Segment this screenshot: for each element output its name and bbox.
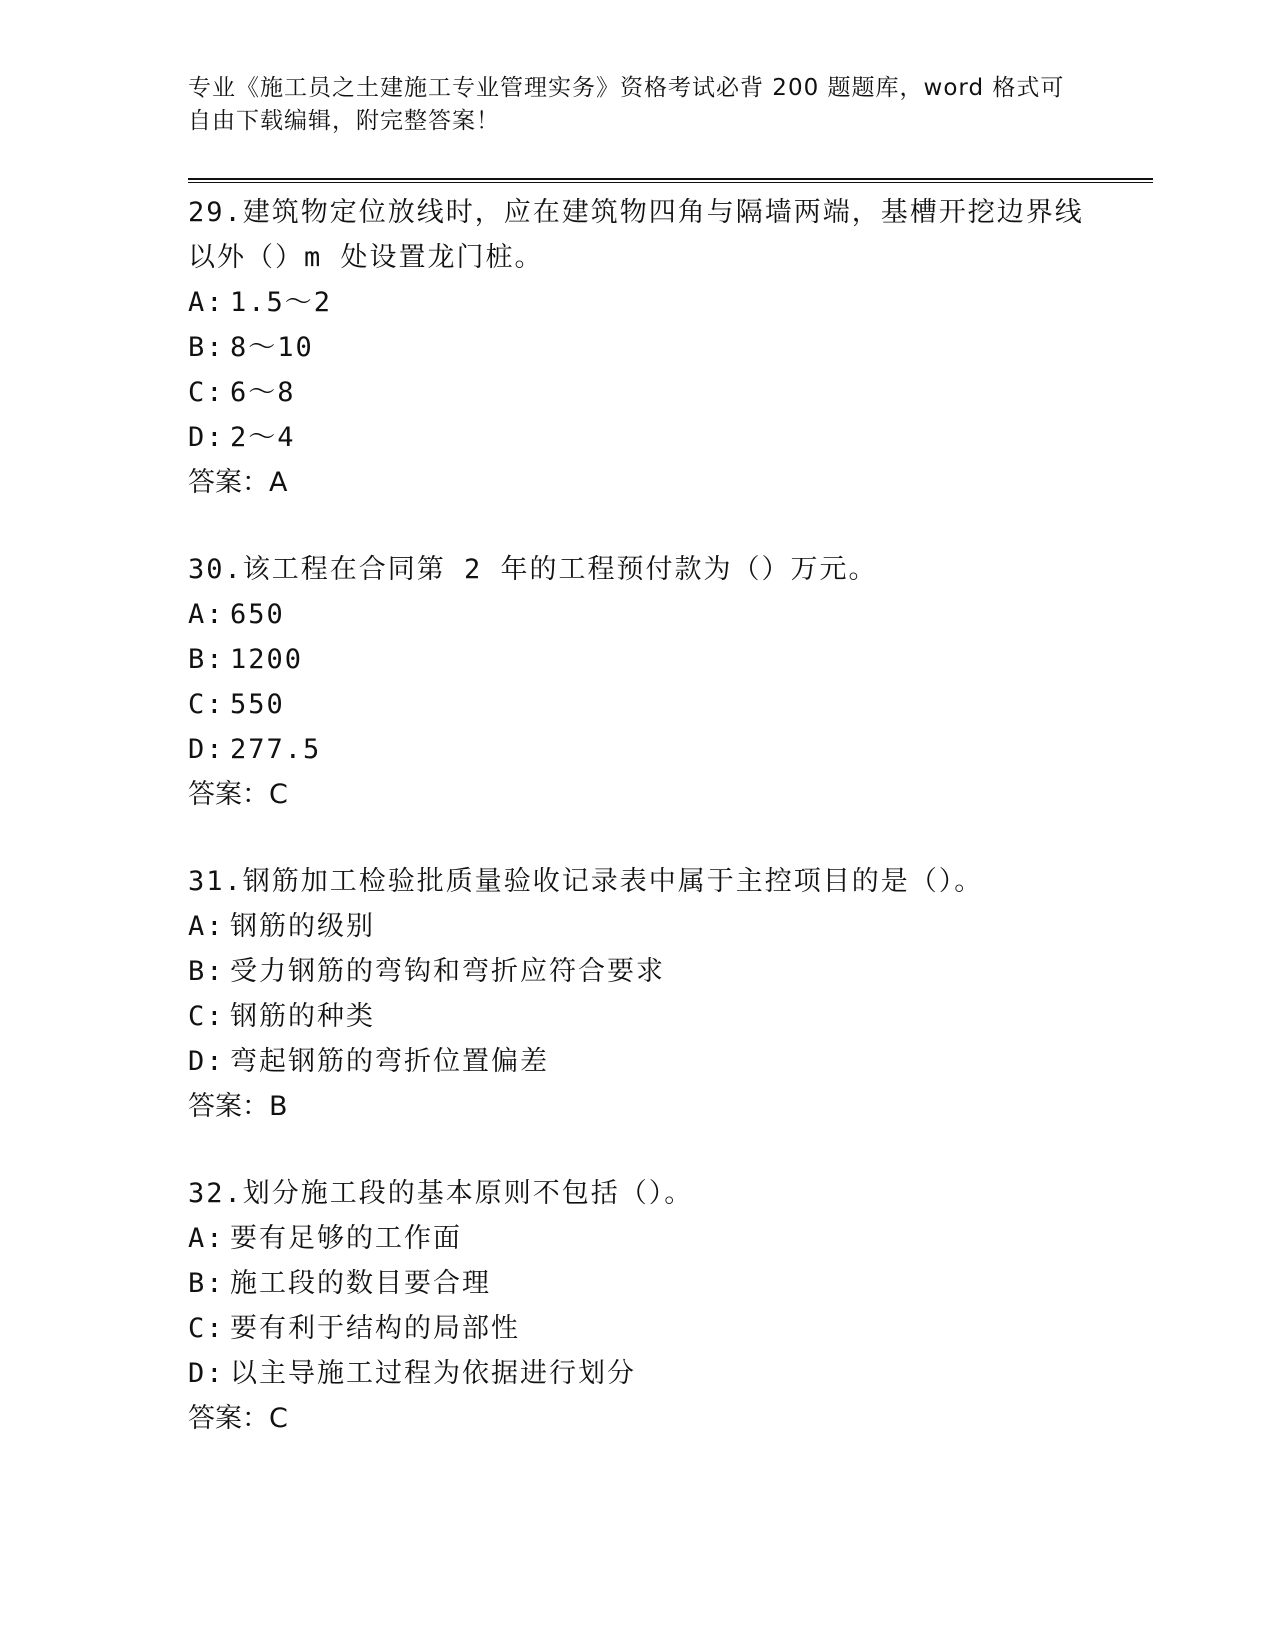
option-a	[188, 904, 1108, 949]
option-letter: C:	[188, 377, 225, 408]
answer-line	[188, 460, 1108, 505]
option-letter: A:	[188, 1223, 225, 1254]
answer-label: 答案：	[188, 1403, 269, 1434]
option-b	[188, 949, 1108, 994]
option-text: 1200	[230, 644, 304, 675]
question-stem-continued: 以外（）m 处设置龙门桩。	[188, 242, 544, 273]
option-letter: D:	[188, 1358, 225, 1389]
option-letter: D:	[188, 734, 225, 765]
header-line-2: 自由下载编辑，附完整答案！	[188, 108, 500, 134]
option-letter: B:	[188, 956, 225, 987]
option-d	[188, 727, 1108, 772]
option-text: 2～4	[230, 422, 296, 453]
option-letter: B:	[188, 332, 225, 363]
question-30	[188, 547, 1108, 817]
option-text: 要有足够的工作面	[230, 1223, 462, 1254]
option-letter: B:	[188, 644, 225, 675]
option-text: 1.5～2	[230, 287, 333, 318]
option-text: 650	[230, 599, 285, 630]
option-letter: A:	[188, 599, 225, 630]
option-b	[188, 1261, 1108, 1306]
option-text: 以主导施工过程为依据进行划分	[230, 1358, 636, 1389]
question-32	[188, 1171, 1108, 1441]
answer-value: A	[269, 467, 288, 498]
option-c	[188, 682, 1108, 727]
question-stem: 30.该工程在合同第 2 年的工程预付款为（）万元。	[188, 554, 878, 585]
option-a	[188, 1216, 1108, 1261]
answer-line	[188, 772, 1108, 817]
header-divider	[188, 178, 1153, 183]
option-text: 钢筋的种类	[230, 1001, 375, 1032]
question-stem: 29.建筑物定位放线时，应在建筑物四角与隔墙两端，基槽开挖边界线	[188, 197, 1084, 228]
option-text: 施工段的数目要合理	[230, 1268, 491, 1299]
question-stem: 31.钢筋加工检验批质量验收记录表中属于主控项目的是（）。	[188, 866, 984, 897]
option-c	[188, 994, 1108, 1039]
answer-value: B	[269, 1091, 288, 1122]
answer-line	[188, 1084, 1108, 1129]
answer-value: C	[269, 779, 288, 810]
answer-label: 答案：	[188, 467, 269, 498]
option-text: 受力钢筋的弯钩和弯折应符合要求	[230, 956, 665, 987]
option-text: 8～10	[230, 332, 314, 363]
option-text: 钢筋的级别	[230, 911, 375, 942]
question-29	[188, 190, 1108, 505]
option-b	[188, 325, 1108, 370]
option-letter: A:	[188, 911, 225, 942]
answer-label: 答案：	[188, 1091, 269, 1122]
answer-line	[188, 1396, 1108, 1441]
question-list	[188, 190, 1108, 1483]
option-c	[188, 370, 1108, 415]
option-d	[188, 1351, 1108, 1396]
option-d	[188, 415, 1108, 460]
option-letter: D:	[188, 1046, 225, 1077]
document-header	[188, 72, 1068, 138]
option-text: 277.5	[230, 734, 322, 765]
answer-value: C	[269, 1403, 288, 1434]
option-a	[188, 280, 1108, 325]
option-text: 要有利于结构的局部性	[230, 1313, 520, 1344]
option-c	[188, 1306, 1108, 1351]
option-text: 弯起钢筋的弯折位置偏差	[230, 1046, 549, 1077]
question-stem: 32.划分施工段的基本原则不包括（）。	[188, 1178, 694, 1209]
option-letter: B:	[188, 1268, 225, 1299]
option-letter: A:	[188, 287, 225, 318]
option-a	[188, 592, 1108, 637]
option-letter: C:	[188, 689, 225, 720]
option-text: 6～8	[230, 377, 296, 408]
option-d	[188, 1039, 1108, 1084]
answer-label: 答案：	[188, 779, 269, 810]
option-text: 550	[230, 689, 285, 720]
option-letter: D:	[188, 422, 225, 453]
option-letter: C:	[188, 1001, 225, 1032]
option-letter: C:	[188, 1313, 225, 1344]
question-31	[188, 859, 1108, 1129]
option-b	[188, 637, 1108, 682]
header-line-1: 专业《施工员之土建施工专业管理实务》资格考试必背 200 题题库，word 格式可	[188, 75, 1065, 101]
